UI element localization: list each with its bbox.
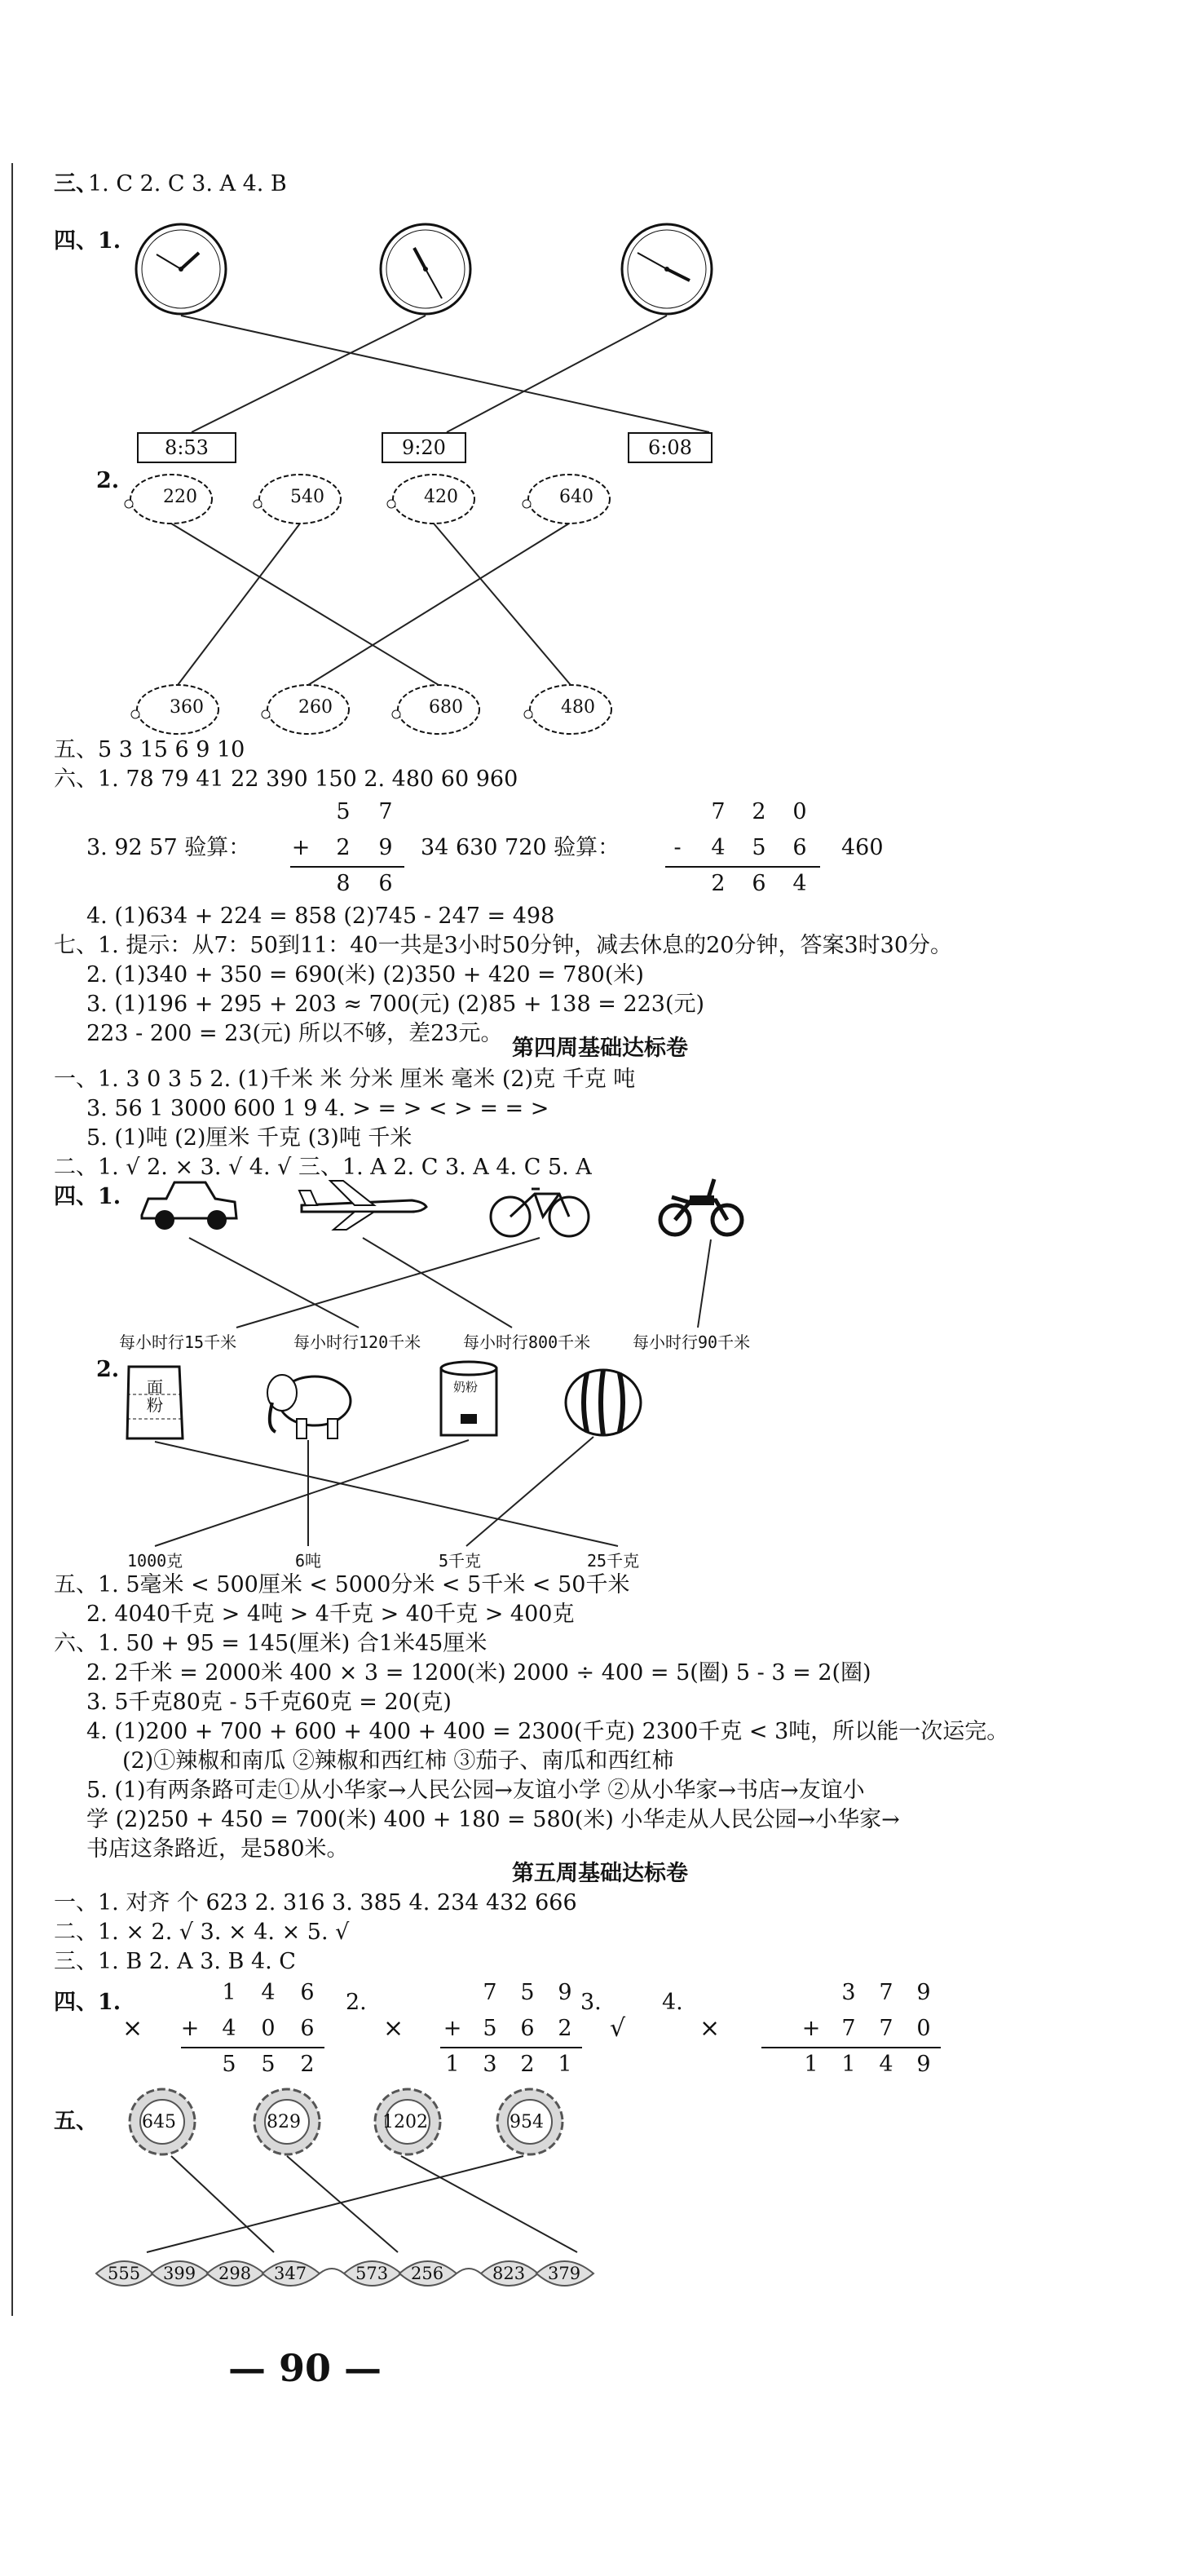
calc-digit: 3	[483, 2052, 497, 2077]
calc-digit: 7	[483, 1980, 497, 2005]
calc-digit: 2	[752, 799, 766, 824]
calc-digit: 7	[879, 2016, 893, 2041]
m4-label: 4.	[662, 1990, 683, 2015]
calc-rule	[181, 2047, 324, 2048]
sec6-q3-prefix: 3. 92 57 验算：	[86, 835, 251, 860]
flower-value: 1202	[382, 2112, 428, 2132]
calc-digit: 5	[261, 2052, 276, 2077]
hedgehog-value: 260	[298, 697, 333, 718]
sec5-line: 五、5 3 15 6 9 10	[54, 737, 245, 762]
calc-digit: 7	[711, 799, 726, 824]
week4-l3: 5. (1)吨 (2)厘米 千克 (3)吨 千米	[86, 1125, 412, 1151]
page-number: — 90 —	[228, 2346, 382, 2390]
leaf-value: 379	[548, 2264, 581, 2283]
clock-icon	[622, 224, 712, 314]
calc-digit: 0	[261, 2016, 276, 2041]
leaf-value: 573	[355, 2264, 389, 2283]
calc-digit: -	[673, 835, 682, 860]
sec4-figure	[0, 0, 1200, 815]
calc-digit: 7	[378, 799, 393, 824]
calc-digit: 5	[752, 835, 766, 860]
calc-digit: 9	[378, 835, 393, 860]
calc-digit: 0	[792, 799, 807, 824]
week4-l4: 二、1. √ 2. × 3. √ 4. √ 三、1. A 2. C 3. A 4. C 5. A	[54, 1155, 592, 1180]
calc-digit: 9	[558, 1980, 572, 2005]
weight-label: 1000克	[127, 1551, 183, 1571]
week4-s5b: 2. 4040千克 > 4吨 > 4千克 > 40千克 > 400克	[86, 1602, 575, 1627]
sec7-l2: 2. (1)340 + 350 = 690(米) (2)350 + 420 = 780(米)	[86, 962, 644, 988]
hedgehog-value: 680	[429, 697, 463, 718]
speed-label: 每小时行120千米	[293, 1332, 421, 1352]
sec6-q3-tail: 460	[841, 835, 884, 860]
calc-rule	[665, 866, 820, 868]
calc-digit: 2	[711, 871, 726, 896]
hedgehog-value: 540	[290, 487, 324, 507]
flower-value: 829	[267, 2112, 301, 2132]
calc-digit: 5	[222, 2052, 236, 2077]
calc-digit: 9	[916, 2052, 931, 2077]
calc-digit: 7	[841, 2016, 856, 2041]
calc-digit: 1	[841, 2052, 856, 2077]
m2-label: 2.	[346, 1990, 367, 2015]
week4-q2-label: 2.	[96, 1357, 120, 1382]
calc-digit: 2	[558, 2016, 572, 2041]
week5-l2: 二、1. × 2. √ 3. × 4. × 5. √	[54, 1920, 350, 1945]
milk-powder-can-icon	[441, 1362, 496, 1435]
sec6-q3-mid: 34 630 720 验算：	[421, 835, 620, 860]
check-mark: √	[610, 2014, 626, 2043]
week4-s6g: 学 (2)250 + 450 = 700(米) 400 + 180 = 580(米) 小华走从人民公园→小华家→	[86, 1807, 900, 1832]
week4-s6f: 5. (1)有两条路可走①从小华家→人民公园→友谊小学 ②从小华家→书店→友谊小	[86, 1778, 865, 1803]
time-box: 8:53	[137, 432, 236, 463]
motorcycle-icon	[660, 1179, 742, 1235]
speed-label: 每小时行800千米	[463, 1332, 591, 1352]
calc-digit: 6	[378, 871, 393, 896]
calc-digit: 8	[336, 871, 351, 896]
watermelon-icon	[566, 1370, 641, 1435]
calc-digit: 9	[916, 1980, 931, 2005]
calc-digit: 4	[879, 2052, 893, 2077]
calc-digit: 6	[300, 2016, 315, 2041]
cross-mark: ×	[122, 2014, 143, 2043]
week4-s6b: 2. 2千米 = 2000米 400 × 3 = 1200(米) 2000 ÷ 400 = 5(圈) 5 - 3 = 2(圈)	[86, 1660, 871, 1686]
car-icon	[142, 1182, 236, 1230]
sec7-l3: 3. (1)196 + 295 + 203 ≈ 700(元) (2)85 + 138 = 223(元)	[86, 992, 705, 1017]
week4-s6e: (2)①辣椒和南瓜 ②辣椒和西红柿 ③茄子、南瓜和西红柿	[122, 1748, 674, 1774]
clock-icon	[381, 224, 470, 314]
leaf-value: 256	[411, 2264, 444, 2283]
week4-s6c: 3. 5千克80克 - 5千克60克 = 20(克)	[86, 1690, 452, 1715]
calc-digit: 1	[804, 2052, 818, 2077]
calc-digit: 2	[300, 2052, 315, 2077]
cross-mark: ×	[383, 2014, 404, 2043]
flour-label: 面粉	[147, 1377, 163, 1415]
flower-value: 645	[142, 2112, 176, 2132]
clock-icon	[136, 224, 226, 314]
leaf-value: 823	[492, 2264, 526, 2283]
sec3-answers: 1. C 2. C 3. A 4. B	[88, 171, 287, 197]
sec3-label: 三、	[54, 171, 98, 197]
week4-s4-label: 四、1.	[54, 1184, 121, 1209]
week5-l1: 一、1. 对齐 个 623 2. 316 3. 385 4. 234 432 666	[54, 1890, 577, 1915]
airplane-icon	[299, 1181, 426, 1230]
calc-digit: +	[443, 2016, 462, 2041]
time-box: 6:08	[628, 432, 712, 463]
sec7-l1: 七、1. 提示：从7：50到11：40一共是3小时50分钟，减去休息的20分钟，答案3时30分。	[54, 933, 953, 958]
weight-label: 25千克	[587, 1551, 640, 1571]
elephant-icon	[267, 1375, 351, 1438]
leaf-value: 347	[274, 2264, 307, 2283]
calc-digit: 0	[916, 2016, 931, 2041]
calc-digit: 1	[222, 1980, 236, 2005]
calc-rule	[290, 866, 404, 868]
week5-l3: 三、1. B 2. A 3. B 4. C	[54, 1949, 296, 1974]
leaf-value: 399	[163, 2264, 196, 2283]
week4-l2: 3. 56 1 3000 600 1 9 4. > = > < > = = >	[86, 1096, 549, 1121]
speed-label: 每小时行90千米	[633, 1332, 751, 1352]
sec4-q2-label: 2.	[96, 468, 120, 493]
bicycle-icon	[491, 1189, 589, 1236]
week4-figure	[0, 1158, 1200, 1615]
calc-digit: 6	[792, 835, 807, 860]
hedgehog-value: 360	[170, 697, 204, 718]
calc-digit: 2	[520, 2052, 535, 2077]
hedgehog-value: 640	[559, 487, 593, 507]
week5-s5-label: 五、	[54, 2109, 98, 2134]
calc-digit: 4	[792, 871, 807, 896]
hedgehog-value: 220	[163, 487, 197, 507]
calc-digit: 4	[222, 2016, 236, 2041]
week4-s5a: 五、1. 5毫米 < 500厘米 < 5000分米 < 5千米 < 50千米	[54, 1572, 630, 1597]
calc-digit: 1	[445, 2052, 460, 2077]
calc-digit: 6	[752, 871, 766, 896]
calc-digit: 1	[558, 2052, 572, 2077]
sec6-q4: 4. (1)634 + 224 = 858 (2)745 - 247 = 498	[86, 904, 555, 929]
time-box: 9:20	[382, 432, 466, 463]
calc-digit: 4	[711, 835, 726, 860]
week4-l1: 一、1. 3 0 3 5 2. (1)千米 米 分米 厘米 毫米 (2)克 千克 吨	[54, 1067, 636, 1092]
sec6-line1: 六、1. 78 79 41 22 390 150 2. 480 60 960	[54, 767, 518, 792]
calc-digit: 3	[841, 1980, 856, 2005]
week5-title: 第五周基础达标卷	[512, 1861, 688, 1886]
calc-digit: +	[801, 2016, 821, 2041]
hedgehog-value: 480	[561, 697, 595, 718]
calc-rule	[440, 2047, 582, 2048]
flower-value: 954	[510, 2112, 544, 2132]
calc-digit: +	[180, 2016, 200, 2041]
milk-powder-label: 奶粉	[453, 1380, 479, 1394]
sec4-label: 四、1.	[54, 228, 121, 254]
calc-rule	[761, 2047, 941, 2048]
calc-digit: +	[291, 835, 311, 860]
cross-mark: ×	[699, 2014, 721, 2043]
weight-label: 5千克	[439, 1551, 482, 1571]
weight-label: 6吨	[295, 1551, 322, 1571]
calc-digit: 4	[261, 1980, 276, 2005]
calc-digit: 6	[520, 2016, 535, 2041]
calc-digit: 5	[336, 799, 351, 824]
hedgehog-value: 420	[424, 487, 458, 507]
m3-label: 3.	[580, 1990, 602, 2015]
week4-title: 第四周基础达标卷	[512, 1036, 688, 1061]
sec7-l4: 223 - 200 = 23(元) 所以不够，差23元。	[86, 1021, 503, 1046]
speed-label: 每小时行15千米	[119, 1332, 237, 1352]
calc-digit: 5	[520, 1980, 535, 2005]
calc-digit: 2	[336, 835, 351, 860]
week4-s6a: 六、1. 50 + 95 = 145(厘米) 合1米45厘米	[54, 1631, 488, 1656]
leaf-value: 555	[108, 2264, 141, 2283]
week5-s4-label: 四、1.	[54, 1990, 121, 2015]
calc-digit: 5	[483, 2016, 497, 2041]
week4-s6d: 4. (1)200 + 700 + 600 + 400 + 400 = 2300(千克) 2300千克 < 3吨，所以能一次运完。	[86, 1719, 1009, 1744]
calc-digit: 6	[300, 1980, 315, 2005]
calc-digit: 7	[879, 1980, 893, 2005]
leaf-value: 298	[218, 2264, 252, 2283]
week4-s6h: 书店这条路近，是580米。	[86, 1836, 349, 1862]
